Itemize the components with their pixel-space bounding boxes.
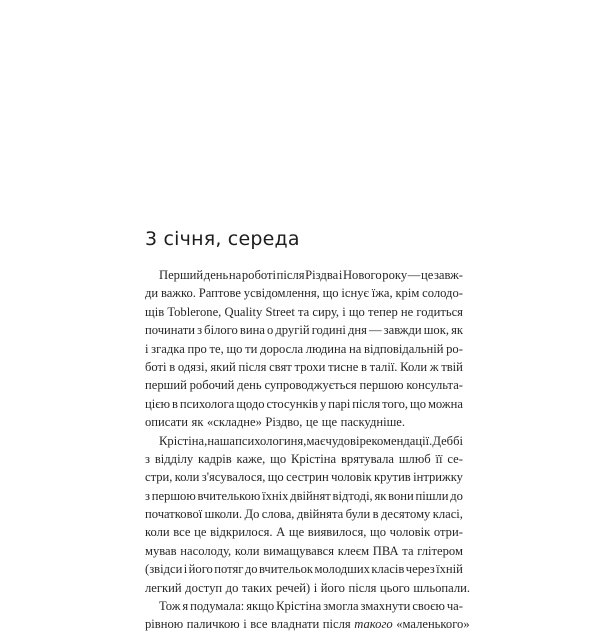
text-line: мував насолоду, коли вимащувався клеєм ПВА та глітером xyxy=(145,543,463,558)
text-line: ди важко. Раптове усвідомлення, що існує їжа, крім солодо- xyxy=(145,286,463,301)
text-line: починати з білого вина о другій годині дня — завжди шок, як xyxy=(145,323,463,338)
text-line: перший робочий день супроводжується першою консульта- xyxy=(145,378,463,393)
text-line: цією в психолога щодо стосунків у парі після того, що можна xyxy=(145,396,463,411)
text-line: щів Toblerone, Quality Street та сиру, і що тепер не годиться xyxy=(145,304,463,319)
text-line: стри, коли з'ясувалося, що сестрин чоловік крутив інтрижку xyxy=(145,470,463,485)
text-line: боті в одязі, який після свят трохи тисне в талії. Коли ж твій xyxy=(145,359,463,374)
text-line: легкий доступ до таких речей) і його після цього шльопали. xyxy=(145,580,470,595)
text-line: Тож я подумала: якщо Крістіна змогла змахнути своєю ча- xyxy=(159,599,463,614)
chapter-heading: 3 січня, середа xyxy=(145,228,300,250)
text-line: Крістіна, наша психологиня, має чудові рекомендації. Деббі xyxy=(159,433,463,448)
text-line: рівною паличкою і все владнати після такого «маленького» xyxy=(145,617,470,632)
text-line: і згадка про те, що ти доросла людина на відповідальній ро- xyxy=(145,341,463,356)
text-line: коли все це відкрилося. А ще виявилося, що чоловік отри- xyxy=(145,525,463,540)
text-line: Перший день на роботі після Різдва і Нового року — це завж- xyxy=(159,268,463,282)
text-line: (звідси і його потяг до вчительок молодших класів через їхній xyxy=(145,562,463,577)
text-line: з відділу кадрів каже, що Крістіна врятувала шлюб її се- xyxy=(145,451,463,466)
text-line: початкової школи. До слова, двійнята були в десятому класі, xyxy=(145,507,463,522)
body-text xyxy=(145,266,470,634)
text-line: з першою вчителькою їхніх двійнят відтоді, як вони пішли до xyxy=(145,488,463,503)
text-line: описати як «складне» Різдво, це ще паскудніше. xyxy=(145,415,406,430)
